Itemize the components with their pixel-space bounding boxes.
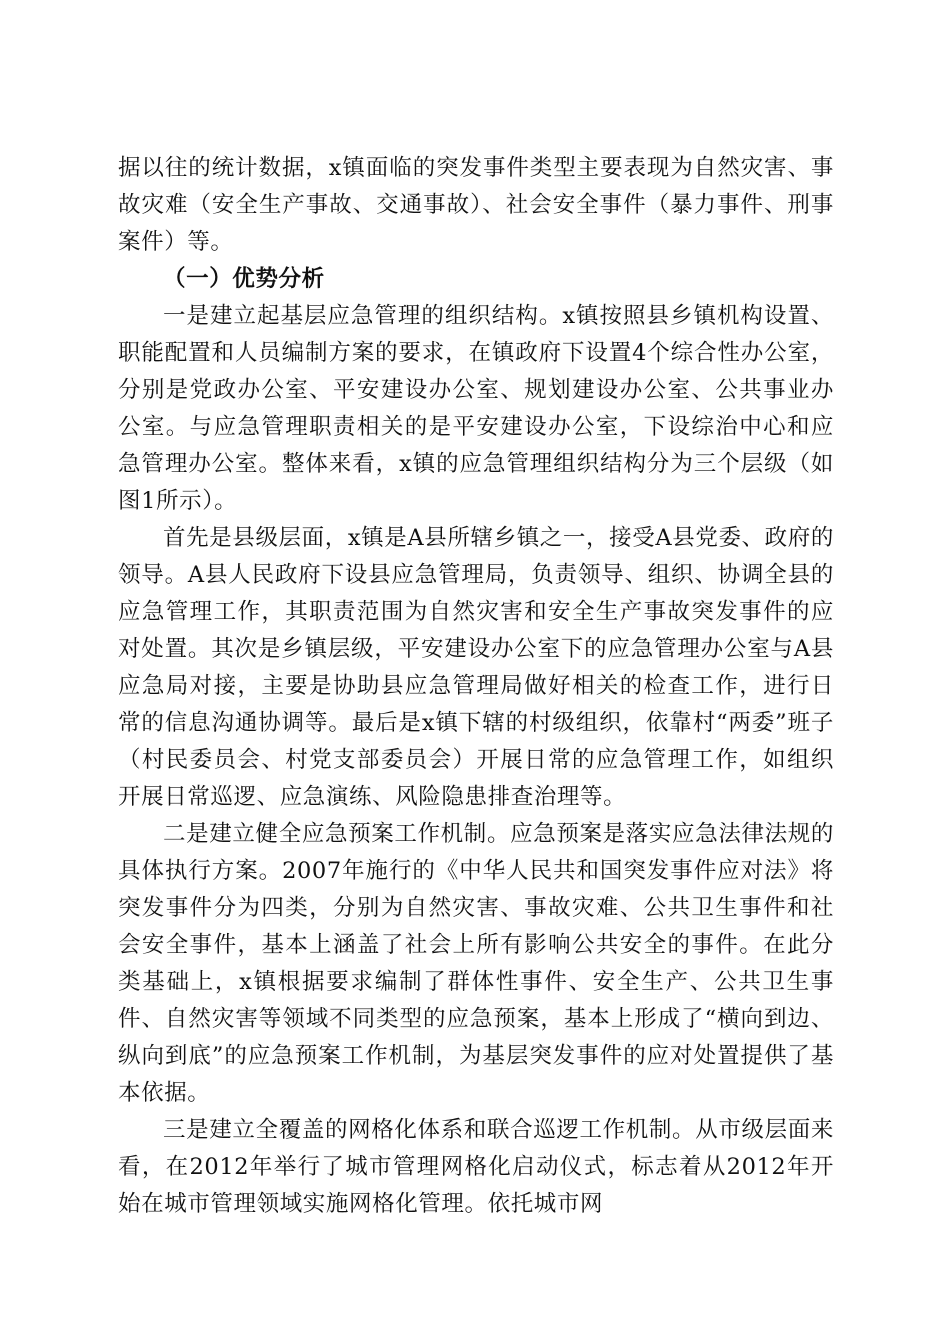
paragraph-grid-system: 三是建立全覆盖的网格化体系和联合巡逻工作机制。从市级层面来看，在2012年举行了城市管理网格化启动仪式，标志着从2012年开始在城市管理领域实施网格化管理。依托城市网 [118,1117,834,1217]
document-body [118,150,834,1223]
paragraph-emergency-plans: 二是建立健全应急预案工作机制。应急预案是落实应急法律法规的具体执行方案。2007年施行的《中华人民共和国突发事件应对法》将突发事件分为四类，分别为自然灾害、事故灾难、公共卫生事件和社会安全事件，基本上涵盖了社会上所有影响公共安全的事件。在此分类基础上，x镇根据要求编制了群体性事件、安全生产、公共卫生事件、自然灾害等领域不同类型的应急预案，基本上形成了“横向到边、纵向到底”的应急预案工作机制，为基层突发事件的应对处置提供了基本依据。 [118,821,834,1106]
section-heading: （一）优势分析 [163,266,325,292]
paragraph-organization: 一是建立起基层应急管理的组织结构。x镇按照县乡镇机构设置、职能配置和人员编制方案的要求，在镇政府下设置4个综合性办公室，分别是党政办公室、平安建设办公室、规划建设办公室、公共事业办公室。与应急管理职责相关的是平安建设办公室，下设综治中心和应急管理办公室。整体来看，x镇的应急管理组织结构分为三个层级（如图1所示）。 [118,303,834,514]
paragraph-levels: 首先是县级层面，x镇是A县所辖乡镇之一，接受A县党委、政府的领导。A县人民政府下设县应急管理局，负责领导、组织、协调全县的应急管理工作，其职责范围为自然灾害和安全生产事故突发事件的应对处置。其次是乡镇层级，平安建设办公室下的应急管理办公室与A县应急局对接，主要是协助县应急管理局做好相关的检查工作，进行日常的信息沟通协调等。最后是x镇下辖的村级组织，依靠村“两委”班子（村民委员会、村党支部委员会）开展日常的应急管理工作，如组织开展日常巡逻、应急演练、风险隐患排查治理等。 [118,525,834,810]
intro-paragraph: 据以往的统计数据，x镇面临的突发事件类型主要表现为自然灾害、事故灾难（安全生产事故、交通事故）、社会安全事件（暴力事件、刑事案件）等。 [118,155,834,255]
